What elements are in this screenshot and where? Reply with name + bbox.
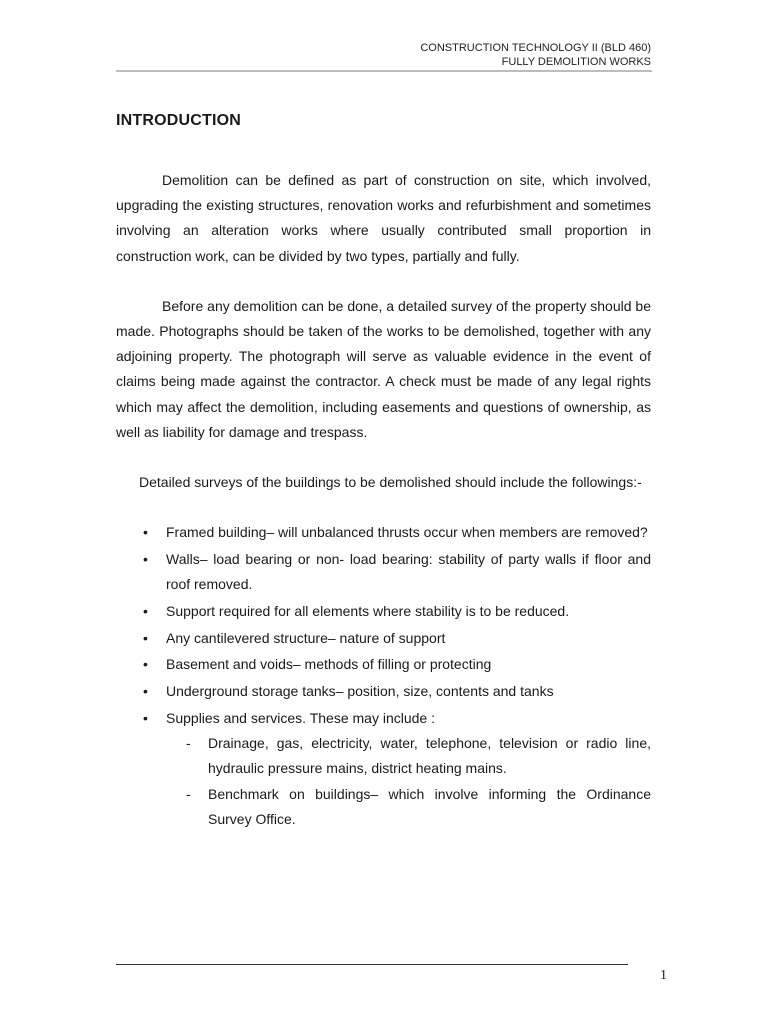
- paragraph-definition: Demolition can be defined as part of construction on site, which involved, upgrading the existing structures, renovation works and refurbishment and sometimes involving an alteration works where usually contributed small proportion in construction work, can be divided by two types, partially and fully.: [116, 172, 651, 264]
- paragraph-survey-intro: Detailed surveys of the buildings to be demolished should include the followings:-: [139, 474, 642, 491]
- bullet-item: • Support required for all elements where stability is to be reduced.: [116, 599, 651, 624]
- bullet-item-services: [116, 706, 651, 833]
- course-title: CONSTRUCTION TECHNOLOGY II (BLD 460): [420, 42, 651, 54]
- body-content: [116, 168, 651, 834]
- bullet-item: • Underground storage tanks– position, size, contents and tanks: [116, 679, 651, 704]
- bullet-item-text: Supplies and services. These may include :: [166, 709, 435, 726]
- sub-bullet-item: - Drainage, gas, electricity, water, telephone, television or radio line, hydraulic pressure mains, district heating mains.: [166, 731, 651, 781]
- page-number: 1: [660, 968, 667, 983]
- survey-bullet-list: [116, 520, 651, 832]
- page-header: [420, 41, 651, 69]
- bullet-item: • Basement and voids– methods of filling or protecting: [116, 652, 651, 677]
- document-subject: FULLY DEMOLITION WORKS: [501, 56, 651, 68]
- bullet-item: • Walls– load bearing or non- load bearing: stability of party walls if floor and roof removed.: [116, 547, 651, 597]
- paragraph-survey: Before any demolition can be done, a detailed survey of the property should be made. Photographs should be taken of the works to be demolished, together with any adjoining property. The photograph will serve as valuable evidence in the event of claims being made against the contractor. A check must be made of any legal rights which may affect the demolition, including easements and questions of ownership, as well as liability for damage and trespass.: [116, 297, 651, 440]
- section-heading: INTRODUCTION: [116, 112, 242, 129]
- footer-divider: [116, 964, 628, 965]
- services-sub-list: [166, 731, 651, 833]
- header-divider: [116, 70, 652, 72]
- bullet-item: • Any cantilevered structure– nature of support: [116, 626, 651, 651]
- sub-bullet-item: - Benchmark on buildings– which involve informing the Ordinance Survey Office.: [166, 782, 651, 832]
- bullet-item: • Framed building– will unbalanced thrusts occur when members are removed?: [116, 520, 651, 545]
